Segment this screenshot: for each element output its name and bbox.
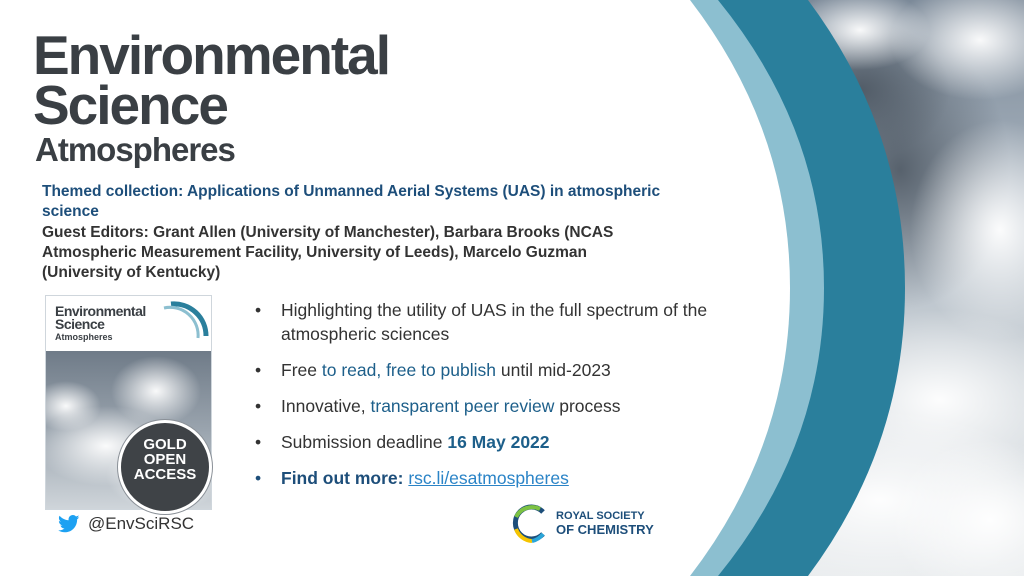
badge-line-gold: GOLD — [143, 436, 187, 453]
bullet-text: Highlighting the utility of UAS in the full spectrum of the atmospheric sciences — [281, 300, 708, 344]
cover-line-environmental: Environmental — [55, 303, 146, 319]
cover-title — [55, 305, 146, 343]
bullet-text-pre: Free — [281, 360, 322, 380]
cover-line-atmospheres: Atmospheres — [55, 332, 113, 342]
bullet-icon: • — [255, 300, 262, 320]
bullet-text-pre: Submission deadline — [281, 432, 448, 452]
twitter-link[interactable] — [58, 514, 194, 534]
journal-logo — [33, 24, 390, 170]
rsc-logo — [510, 503, 654, 543]
cover-line-science: Science — [55, 316, 105, 332]
twitter-handle: @EnvSciRSC — [88, 514, 195, 533]
bullet-icon: • — [255, 396, 262, 416]
badge-line-open: OPEN — [143, 451, 187, 468]
rsc-line-royal-society: ROYAL SOCIETY — [556, 509, 645, 522]
esatmospheres-link[interactable]: rsc.li/esatmospheres — [408, 468, 569, 488]
list-item — [253, 430, 723, 454]
bullet-icon: • — [255, 432, 262, 452]
list-item — [253, 298, 723, 346]
twitter-icon — [58, 515, 80, 533]
list-item — [253, 394, 723, 418]
rsc-logo-text — [556, 510, 654, 537]
themed-collection-title: Themed collection: Applications of Unmanned Aerial Systems (UAS) in atmospheric science — [42, 183, 661, 220]
logo-line-environmental: Environmental — [33, 24, 390, 86]
bullet-text-post: until mid-2023 — [496, 360, 611, 380]
bullet-text-post: process — [554, 396, 621, 416]
bullet-icon: • — [255, 468, 262, 488]
logo-line-science: Science — [33, 74, 227, 136]
bullet-icon: • — [255, 360, 262, 380]
rsc-line-of-chemistry: OF CHEMISTRY — [556, 521, 654, 537]
highlights-list — [253, 298, 723, 502]
badge-line-access: ACCESS — [133, 466, 197, 483]
bullet-text-highlight: transparent peer review — [370, 396, 555, 416]
guest-editors: Guest Editors: Grant Allen (University of Manchester), Barbara Brooks (NCAS Atmospheric Measurement Facility, University of Leeds), Marcelo Guzman (University of Kentucky) — [42, 224, 614, 281]
find-out-more-label: Find out more: — [281, 468, 409, 488]
logo-line-atmospheres: Atmospheres — [35, 131, 235, 168]
bullet-text-pre: Innovative, — [281, 396, 371, 416]
rsc-logo-icon — [510, 503, 550, 543]
gold-open-access-badge — [118, 420, 212, 514]
list-item — [253, 358, 723, 382]
list-item — [253, 466, 723, 490]
submission-deadline: 16 May 2022 — [447, 432, 550, 452]
bullet-text-highlight: to read, free to publish — [321, 360, 496, 380]
